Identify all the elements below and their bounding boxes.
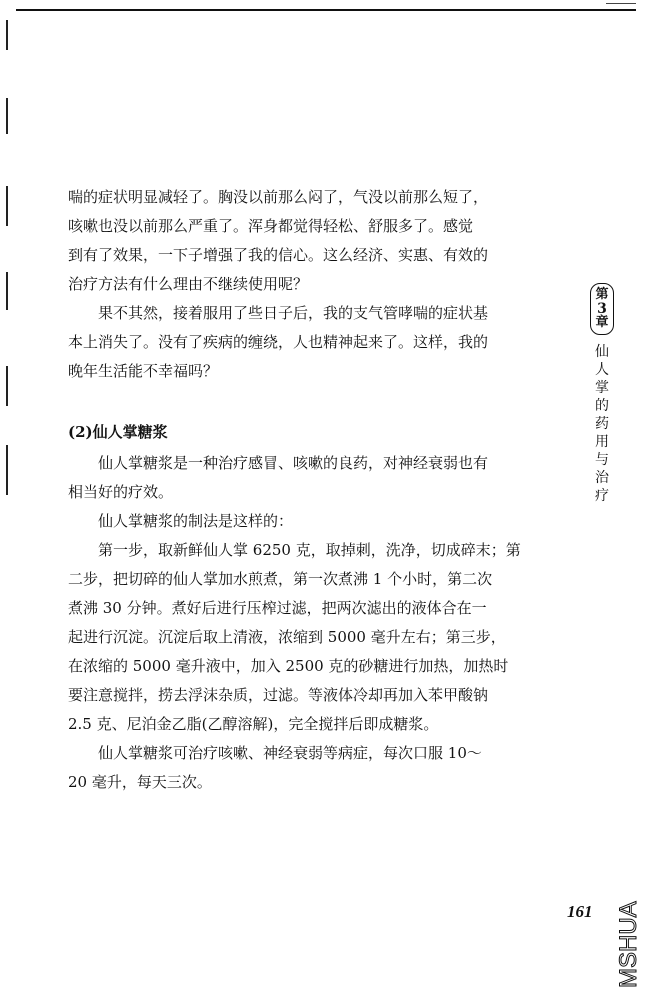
chapter-suffix: 章 [595, 315, 609, 330]
text-line: 到有了效果，一下子增强了我的信心。这么经济、实惠、有效的 [68, 246, 489, 264]
text-line: 要注意搅拌，捞去浮沫杂质，过滤。等液体冷却再加入苯甲酸钠 [68, 686, 489, 704]
text-line: 晚年生活能不幸福吗？ [68, 362, 219, 380]
paragraph [68, 739, 548, 797]
margin-mark [6, 20, 8, 50]
text-line: 二步，把切碎的仙人掌加水煎煮，第一次煮沸 1 个小时，第二次 [68, 570, 493, 588]
margin-mark [6, 366, 8, 406]
top-rule [16, 9, 636, 11]
top-rule-tail [606, 3, 636, 4]
margin-mark [6, 186, 8, 226]
text-line: 果不其然，接着服用了些日子后，我的支气管哮喘的症状基 [98, 304, 489, 322]
margin-mark [6, 272, 8, 310]
section-heading: (2)仙人掌糖浆 [68, 423, 168, 441]
chapter-number: 3 [597, 301, 607, 317]
chapter-title: 仙人掌的药用与治疗 [595, 344, 609, 504]
margin-mark [6, 445, 8, 495]
watermark-graphic [606, 880, 646, 990]
paragraph [68, 507, 548, 536]
chapter-label [590, 283, 614, 335]
watermark [606, 880, 646, 990]
text-line: 仙人掌糖浆可治疗咳嗽、神经衰弱等病症，每次口服 10～ [98, 744, 482, 762]
page-number: 161 [567, 902, 593, 921]
text-line: 相当好的疗效。 [68, 483, 174, 501]
text-line: 第一步，取新鲜仙人掌 6250 克，取掉刺，洗净，切成碎末；第 [98, 541, 521, 559]
top-paragraphs [68, 183, 548, 386]
text-line: 仙人掌糖浆是一种治疗感冒、咳嗽的良药，对神经衰弱也有 [98, 454, 489, 472]
text-line: 起进行沉淀。沉淀后取上清液，浓缩到 5000 毫升左右；第三步， [68, 628, 506, 646]
paragraph [68, 183, 548, 299]
text-line: 2.5 克、尼泊金乙脂(乙醇溶解)，完全搅拌后即成糖浆。 [68, 715, 439, 733]
paragraph [68, 536, 548, 739]
body-text [68, 183, 548, 797]
text-line: 咳嗽也没以前那么严重了。浑身都觉得轻松、舒服多了。感觉 [68, 217, 474, 235]
text-line: 治疗方法有什么理由不继续使用呢？ [68, 275, 309, 293]
text-line: 喘的症状明显减轻了。胸没以前那么闷了，气没以前那么短了， [68, 188, 489, 206]
text-line: 本上消失了。没有了疾病的缠绕，人也精神起来了。这样，我的 [68, 333, 489, 351]
chapter-prefix: 第 [595, 287, 609, 302]
text-line: 煮沸 30 分钟。煮好后进行压榨过滤，把两次滤出的液体合在一 [68, 599, 487, 617]
paragraph [68, 299, 548, 386]
chapter-tab [588, 283, 616, 505]
bottom-paragraphs [68, 449, 548, 797]
watermark-text: MSHUA [615, 901, 642, 988]
margin-mark [6, 98, 8, 134]
paragraph [68, 449, 548, 507]
text-line: 20 毫升，每天三次。 [68, 773, 212, 791]
text-line: 在浓缩的 5000 毫升液中，加入 2500 克的砂糖进行加热，加热时 [68, 657, 509, 675]
text-line: 仙人掌糖浆的制法是这样的： [98, 512, 294, 530]
